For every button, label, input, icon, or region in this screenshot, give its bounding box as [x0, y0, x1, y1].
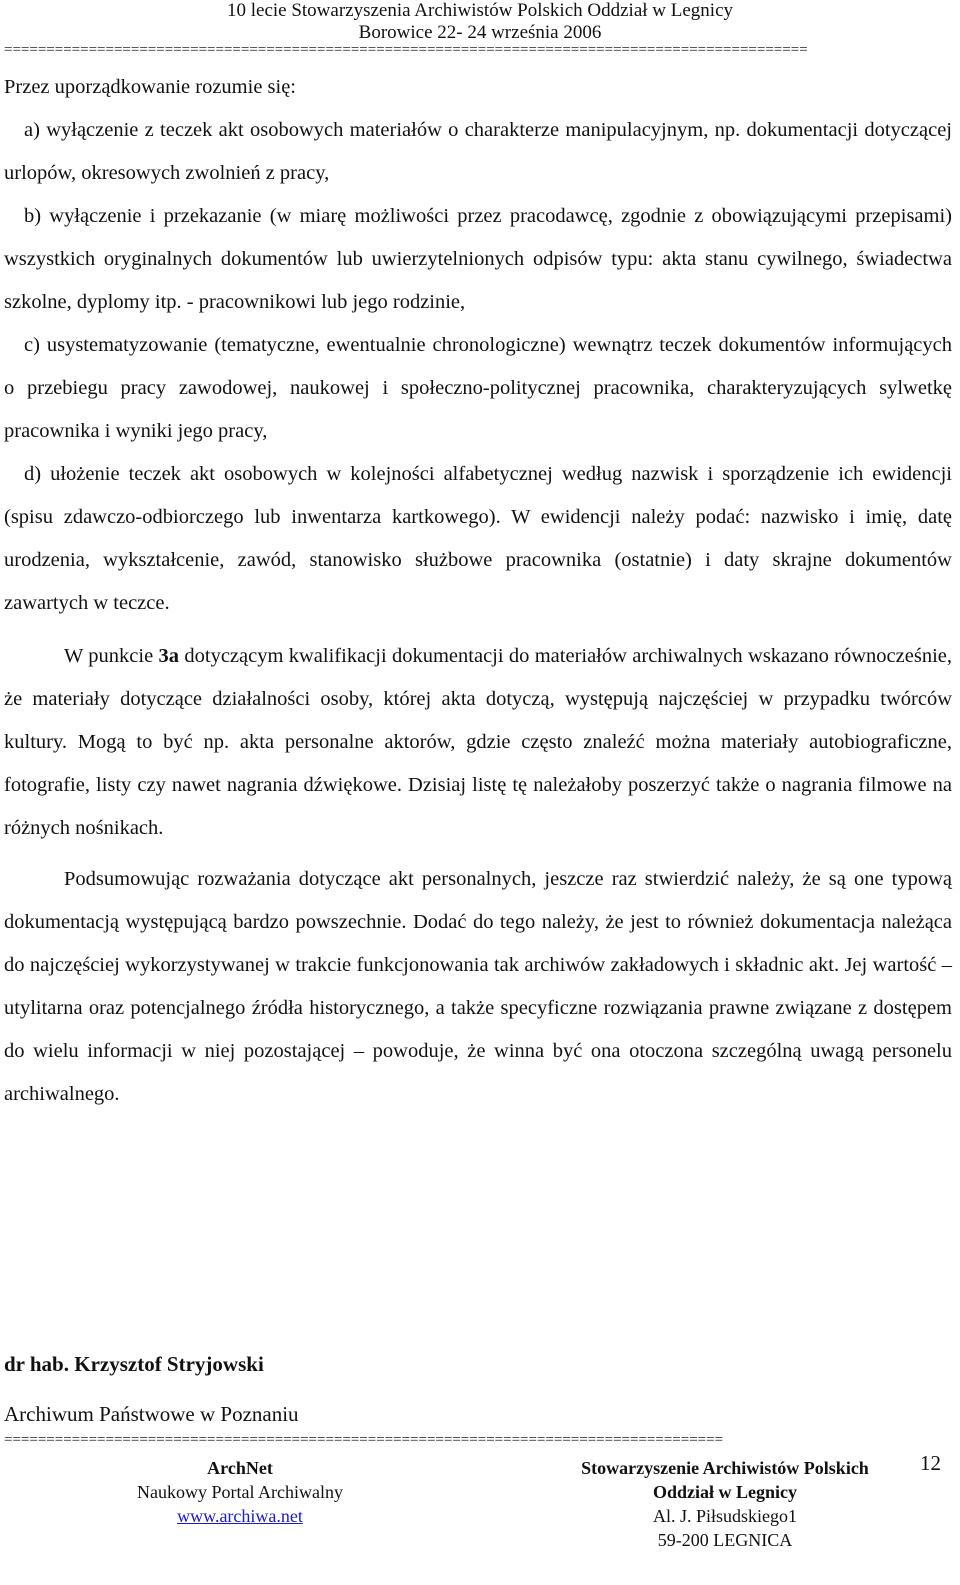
list-item-b: b) wyłączenie i przekazanie (w miarę możliwości przez pracodawcę, zgodnie z obowiązującymi przepisami) wszystkich oryginalnych dokumentów lub uwierzytelnionych odpisów typu: akta stanu cywilnego, świadectwa szkolne, dyplomy itp. - pracownikowi lub jego rodzinie, — [4, 205, 952, 313]
page-number: 12 — [920, 1451, 941, 1475]
header-title: 10 lecie Stowarzyszenia Archiwistów Polskich Oddział w Legnicy — [226, 0, 733, 21]
header-rule: =============================================================================================== — [4, 42, 808, 58]
paragraph-kwalifikacja-rest: dotyczącym kwalifikacji dokumentacji do materiałów archiwalnych wskazano równocześnie, że materiały dotyczące działalności osoby, której akta dotyczą, występują najczęściej w przypadku twórców kultury. Mogą to być np. akta personalne aktorów, gdzie często znaleźć można materiały autobiograficzne, fotografie, listy czy nawet nagrania dźwiękowe. Dzisiaj listę tę należałoby poszerzyć także o nagrania filmowe na różnych nośnikach. — [4, 645, 952, 839]
intro-paragraph: Przez uporządkowanie rozumie się: — [4, 76, 297, 98]
association-branch: Oddział w Legnicy — [652, 1482, 797, 1502]
footer-archnet — [110, 1456, 370, 1528]
archnet-link[interactable]: www.archiwa.net — [177, 1506, 303, 1526]
archnet-title: ArchNet — [207, 1458, 273, 1478]
paragraph-kwalifikacja-start: W punkcie — [64, 645, 159, 667]
footer-rule: ===================================================================================== — [4, 1432, 724, 1448]
point-reference: 3a — [158, 645, 180, 667]
paragraph-kwalifikacja — [4, 635, 952, 850]
list-item-c: c) usystematyzowanie (tematyczne, ewentualnie chronologiczne) wewnątrz teczek dokumentów informujących o przebiegu pracy zawodowej, naukowej i społeczno-politycznej pracownika, charakteryzujących sylwetkę pracownika i wyniki jego pracy, — [4, 334, 952, 442]
author-name: dr hab. Krzysztof Stryjowski — [4, 1352, 264, 1376]
footer-association — [545, 1456, 905, 1552]
header-date: Borowice 22- 24 września 2006 — [358, 22, 602, 43]
association-title: Stowarzyszenie Archiwistów Polskich — [581, 1458, 869, 1478]
association-address: Al. J. Piłsudskiego1 — [652, 1506, 798, 1526]
list-item-a: a) wyłączenie z teczek akt osobowych materiałów o charakterze manipulacyjnym, np. dokumentacji dotyczącej urlopów, okresowych zwolnień z pracy, — [4, 119, 952, 184]
list-item-d: d) ułożenie teczek akt osobowych w kolejności alfabetycznej według nazwisk i sporządzenie ich ewidencji (spisu zdawczo-odbiorczego lub inwentarza kartkowego). W ewidencji należy podać: nazwisko i imię, datę urodzenia, wykształcenie, zawód, stanowisko służbowe pracownika (ostatnie) i daty skrajne dokumentów zawartych w teczce. — [4, 463, 952, 614]
archnet-subtitle: Naukowy Portal Archiwalny — [137, 1482, 343, 1502]
document-body — [4, 66, 952, 1116]
author-institution: Archiwum Państwowe w Poznaniu — [4, 1402, 299, 1426]
association-city: 59-200 LEGNICA — [657, 1530, 793, 1550]
paragraph-summary: Podsumowując rozważania dotyczące akt personalnych, jeszcze raz stwierdzić należy, że są one typową dokumentacją występującą bardzo powszechnie. Dodać do tego należy, że jest to również dokumentacja należąca do najczęściej wykorzystywanej w trakcie funkcjonowania tak archiwów zakładowych i składnic akt. Jej wartość – utylitarna oraz potencjalnego źródła historycznego, a także specyficzne rozwiązania prawne związane z dostępem do wielu informacji w niej pozostającej – powoduje, że winna być ona otoczona szczególną uwagą personelu archiwalnego. — [4, 868, 952, 1105]
